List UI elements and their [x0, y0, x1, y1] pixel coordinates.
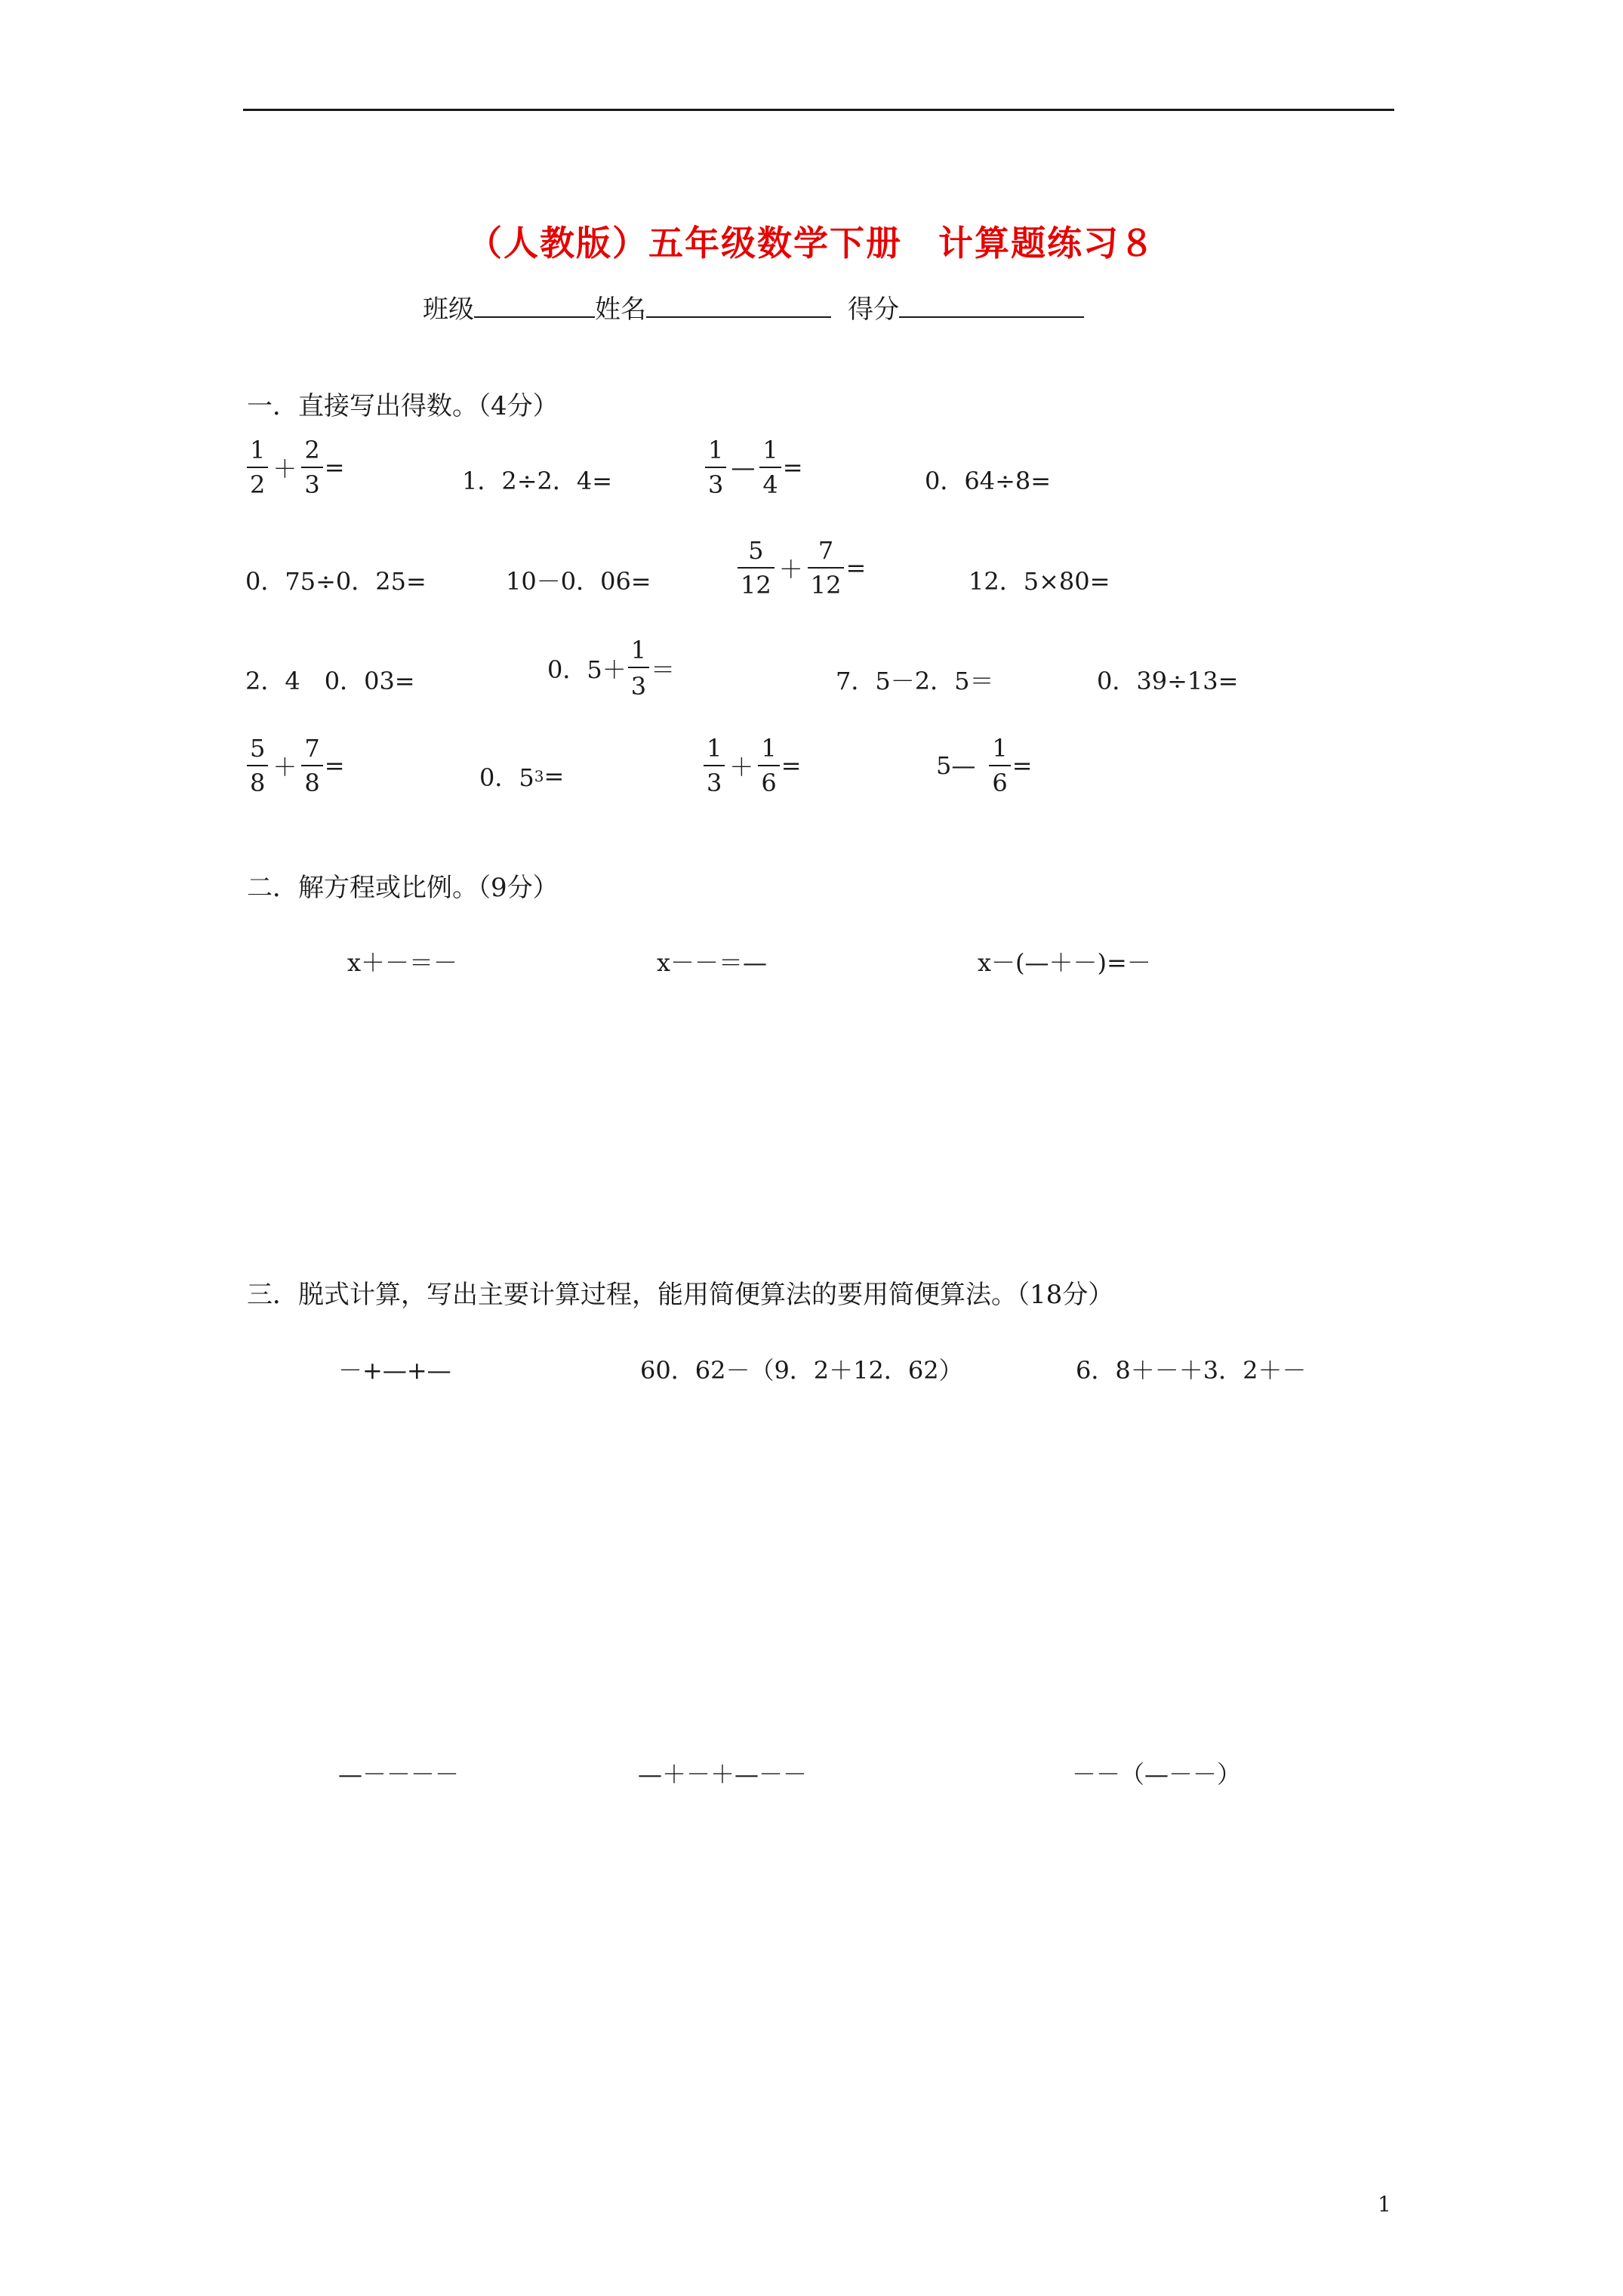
name-label: 姓名	[595, 294, 646, 325]
header-rule	[243, 109, 1394, 111]
s1-r1-d: 0．64÷8=	[925, 467, 1052, 495]
s1-r2-c: $\frac{5}{12}$ ＋ $\frac{7}{12}$ =	[736, 538, 866, 597]
fraction: $\frac{1}{6}$	[989, 736, 1010, 795]
s1-r4-a: $\frac{5}{8}$ ＋ $\frac{7}{8}$ =	[245, 736, 345, 795]
s1-r2-d: 12．5×80=	[969, 567, 1110, 596]
fraction: $\frac{5}{12}$	[738, 538, 775, 597]
s1-r3-a: 2．4 0．03=	[245, 667, 415, 695]
s2-eq-3: x－(—＋－)=－	[978, 948, 1151, 977]
page-title: （人教版）五年级数学下册 计算题练习８	[467, 223, 1156, 264]
s3-r1-2: 60．62－（9．2＋12．62）	[640, 1356, 963, 1385]
s3-r1-1: －+—+—	[338, 1356, 451, 1385]
fraction: $\frac{1}{3}$	[704, 736, 725, 795]
fraction: $\frac{1}{3}$	[628, 638, 649, 698]
fraction: $\frac{7}{8}$	[301, 736, 322, 795]
s3-r2-2: —＋－＋—－－	[638, 1760, 808, 1789]
s1-r1-b: 1．2÷2．4=	[462, 467, 613, 495]
s3-r2-3: －－（—－－）	[1072, 1760, 1242, 1789]
s1-r3-b: 0．5＋ $\frac{1}{3}$ ＝	[547, 636, 676, 701]
s1-r3-d: 0．39÷13=	[1097, 667, 1239, 695]
s1-r2-b: 10－0．06=	[506, 567, 651, 596]
s1-r1-c: $\frac{1}{3}$ — $\frac{1}{4}$ =	[704, 438, 803, 497]
page-number: 1	[1378, 2192, 1391, 2217]
class-blank[interactable]	[474, 294, 595, 318]
fraction: $\frac{1}{4}$	[759, 438, 781, 497]
s3-r1-3: 6．8＋－＋3．2＋－	[1076, 1356, 1307, 1385]
fraction: $\frac{2}{3}$	[301, 438, 322, 497]
score-label: 得分	[848, 294, 899, 325]
fraction: $\frac{1}{2}$	[247, 438, 268, 497]
section3-heading: 三．脱式计算，写出主要计算过程，能用简便算法的要用简便算法。（18分）	[247, 1280, 1114, 1310]
s1-r2-a: 0．75÷0．25=	[245, 567, 427, 596]
s2-eq-2: x－－＝—	[657, 948, 768, 977]
s2-eq-1: x＋－＝－	[347, 948, 458, 977]
fraction: $\frac{1}{3}$	[705, 438, 726, 497]
s1-r3-c: 7．5－2．5＝	[836, 667, 994, 695]
s1-r1-a: $\frac{1}{2}$ ＋ $\frac{2}{3}$ =	[245, 438, 345, 497]
s1-r4-b: 0．5 3 =	[479, 762, 565, 792]
fraction: $\frac{1}{6}$	[758, 736, 779, 795]
fraction: $\frac{5}{8}$	[247, 736, 268, 795]
student-info-line	[423, 288, 1084, 325]
s1-r4-c: $\frac{1}{3}$ ＋ $\frac{1}{6}$ =	[702, 736, 802, 795]
fraction: $\frac{7}{12}$	[808, 538, 845, 597]
s3-r2-1: —－－－－	[338, 1760, 460, 1789]
section2-heading: 二．解方程或比例。（9分）	[247, 873, 559, 903]
class-label: 班级	[423, 294, 474, 325]
score-blank[interactable]	[899, 294, 1084, 318]
section1-heading: 一．直接写出得数。（4分）	[247, 391, 559, 421]
s1-r4-d: 5— $\frac{1}{6}$ =	[936, 734, 1033, 797]
name-blank[interactable]	[646, 294, 831, 318]
